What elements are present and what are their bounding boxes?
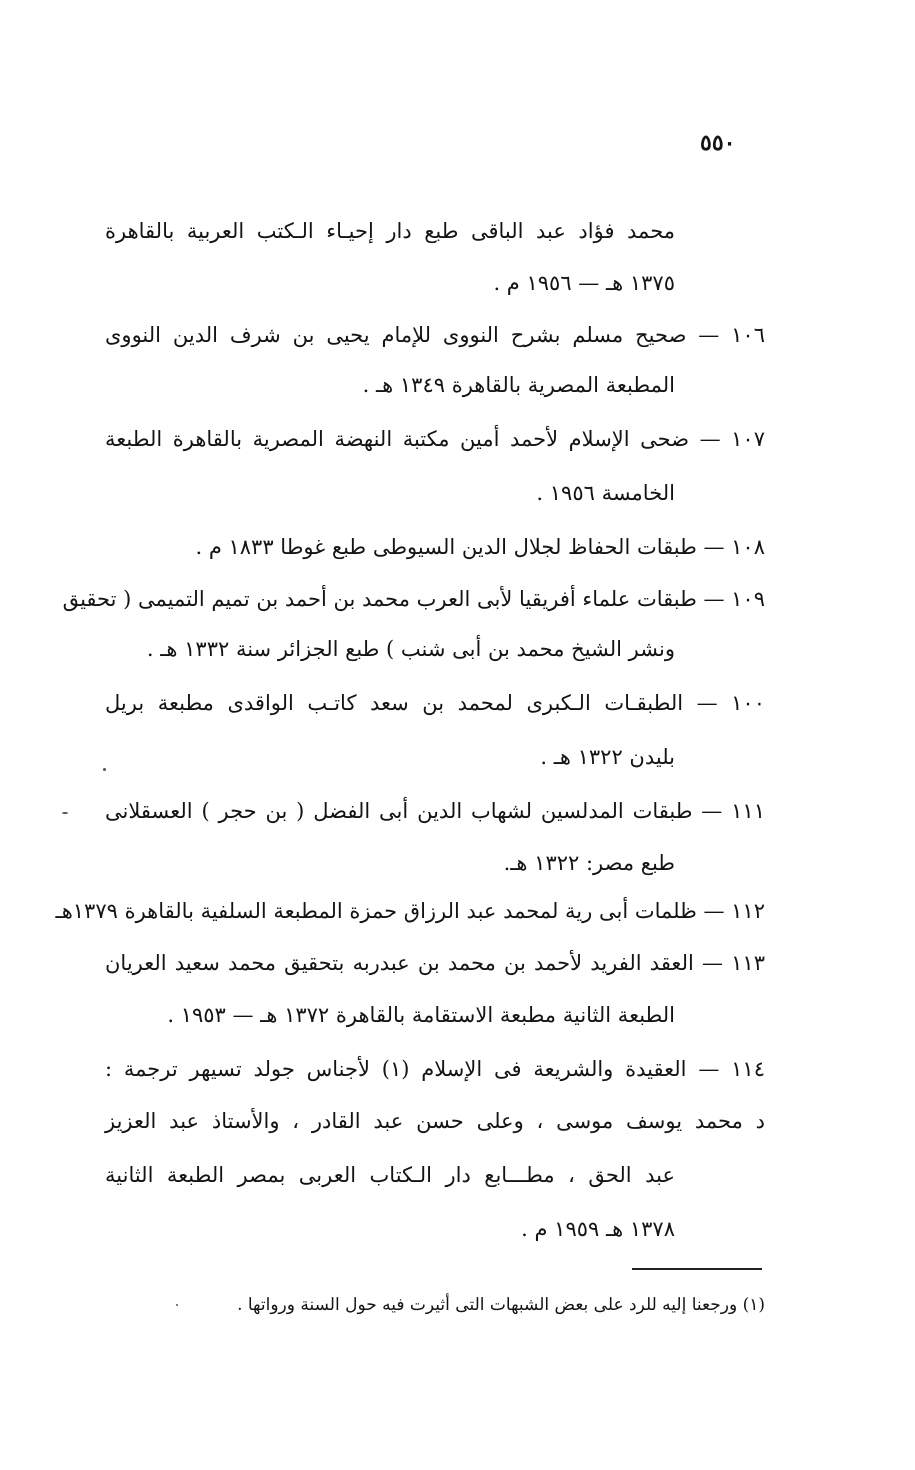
text-line: ١٣٧٨ هـ ١٩٥٩ م . [521, 1217, 675, 1241]
footnote: (١) ورجعنا إليه للرد على بعض الشبهات التى أثيرت فيه حول السنة ورواتها . [237, 1295, 765, 1315]
page-number: ٥٥٠ [700, 130, 736, 156]
text-line: عبد الحق ، مطـــابع دار الـكتاب العربى بمصر الطبعة الثانية [105, 1163, 675, 1187]
scan-speck [62, 812, 68, 814]
footnote-rule [632, 1268, 762, 1270]
entry-108: ١٠٨ — طبقات الحفاظ لجلال الدين السيوطى طبع غوطا ١٨٣٣ م . [195, 535, 765, 559]
entry-110: ١٠٠ — الطبقـات الـكبرى لمحمد بن سعد كاتـب الواقدى مطبعة بريل [105, 691, 765, 715]
entry-114: ١١٤ — العقيدة والشريعة فى الإسلام (١) لأجناس جولد تسيهر ترجمة : [105, 1057, 765, 1081]
entry-113: ١١٣ — العقد الفريد لأحمد بن محمد بن عبدربه بتحقيق محمد سعيد العريان [105, 951, 765, 975]
text-line: طبع مصر: ١٣٢٢ هـ. [503, 851, 675, 875]
scan-speck [103, 768, 106, 771]
entry-112: ١١٢ — ظلمات أبى رية لمحمد عبد الرزاق حمزة المطبعة السلفية بالقاهرة ١٣٧٩هـ [55, 899, 765, 923]
text-line: المطبعة المصرية بالقاهرة ١٣٤٩ هـ . [362, 373, 675, 397]
entry-111: ١١١ — طبقات المدلسين لشهاب الدين أبى الفضل ( بن حجر ) العسقلانى [105, 799, 765, 823]
text-line: بليدن ١٣٢٢ هـ . [540, 745, 675, 769]
text-line: الطبعة الثانية مطبعة الاستقامة بالقاهرة ١٣٧٢ هـ — ١٩٥٣ . [167, 1003, 675, 1027]
text-line: ١٣٧٥ هـ — ١٩٥٦ م . [493, 271, 675, 295]
text-line: الخامسة ١٩٥٦ . [536, 481, 675, 505]
entry-109: ١٠٩ — طبقات علماء أفريقيا لأبى العرب محمد بن أحمد بن تميم التميمى ( تحقيق [62, 587, 765, 611]
text-line: د محمد يوسف موسى ، وعلى حسن عبد القادر ، والأستاذ عبد العزيز [105, 1109, 765, 1133]
scan-speck [176, 1304, 178, 1306]
text-line: محمد فؤاد عبد الباقى طبع دار إحيـاء الـكتب العربية بالقاهرة [105, 219, 675, 243]
entry-107: ١٠٧ — ضحى الإسلام لأحمد أمين مكتبة النهضة المصرية بالقاهرة الطبعة [105, 427, 765, 451]
text-line: ونشر الشيخ محمد بن أبى شنب ) طبع الجزائر سنة ١٣٣٢ هـ . [146, 637, 675, 661]
entry-106: ١٠٦ — صحيح مسلم بشرح النووى للإمام يحيى بن شرف الدين النووى [105, 323, 765, 347]
